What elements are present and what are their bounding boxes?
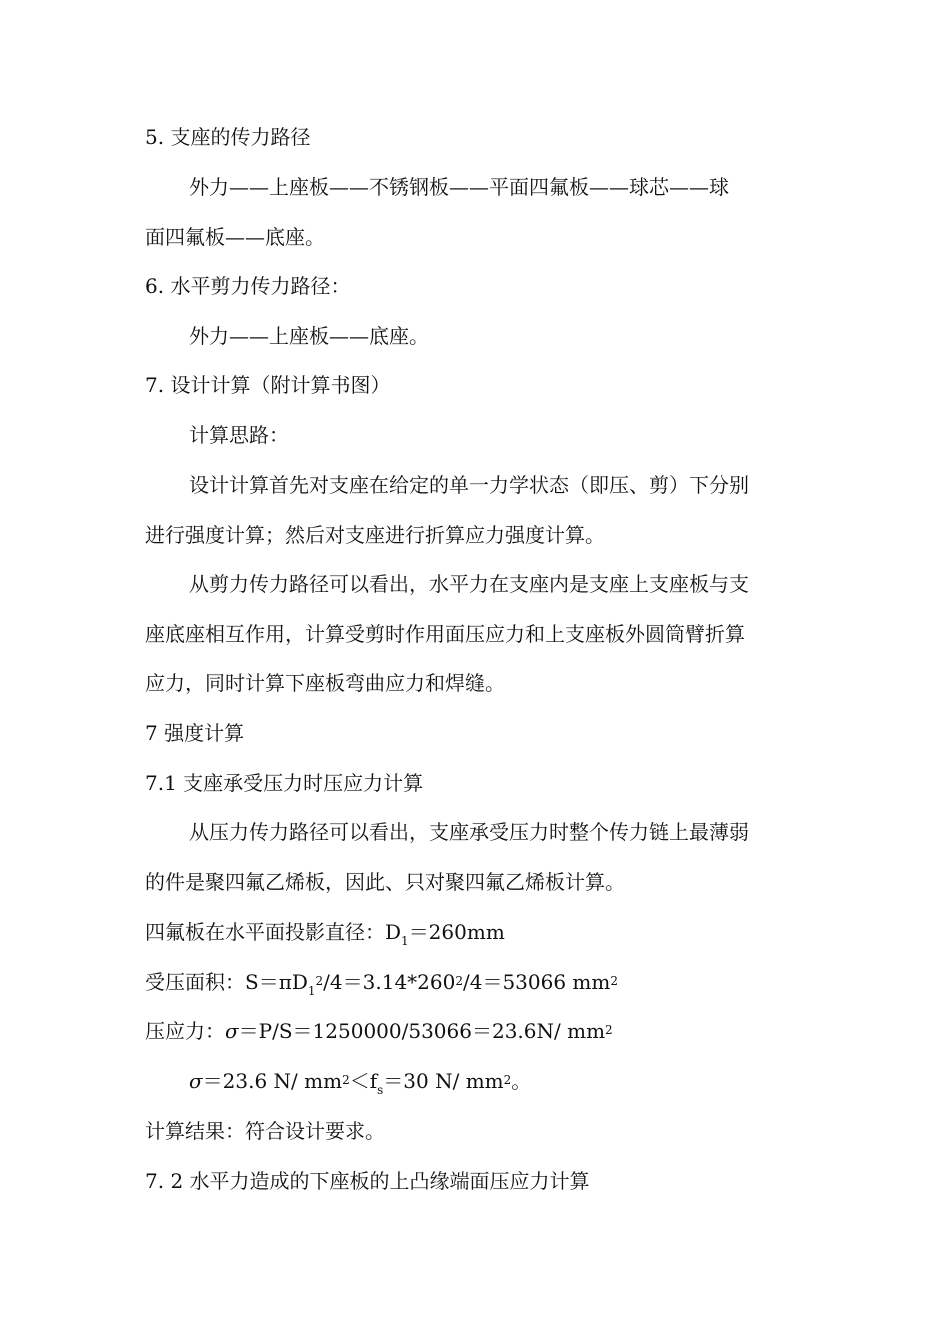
paragraph-line: 设计计算首先对支座在给定的单一力学状态（即压、剪）下分别: [189, 473, 749, 497]
heading-7-1: 7.1 支座承受压力时压应力计算: [145, 771, 424, 795]
paragraph-line: 外力——上座板——不锈钢板——平面四氟板——球芯——球: [189, 175, 729, 199]
paragraph-line: 从剪力传力路径可以看出，水平力在支座内是支座上支座板与支: [189, 572, 749, 596]
formula-stress: 压应力：σ＝P/S＝1250000/53066＝23.6N/ $mm^2$: [145, 1019, 613, 1043]
paragraph-line: 从压力传力路径可以看出，支座承受压力时整个传力链上最薄弱: [189, 820, 749, 844]
paragraph-line: 计算思路：: [189, 423, 289, 447]
paragraph-line: 座底座相互作用，计算受剪时作用面压应力和上支座板外圆筒臂折算: [145, 622, 745, 646]
paragraph-line: 的件是聚四氟乙烯板，因此、只对聚四氟乙烯板计算。: [145, 870, 625, 894]
heading-7: 7. 设计计算（附计算书图）: [145, 373, 391, 397]
formula-check: σ＝23.6 N/ $mm^2<f_s=30$ N/ $mm^2$。: [189, 1069, 532, 1097]
heading-6: 6. 水平剪力传力路径：: [145, 274, 351, 298]
heading-7-strength: 7 强度计算: [145, 721, 245, 745]
calc-result: 计算结果：符合设计要求。: [145, 1119, 385, 1143]
paragraph-line: 外力——上座板——底座。: [189, 324, 429, 348]
heading-5: 5. 支座的传力路径: [145, 125, 311, 149]
heading-7-2: 7. 2 水平力造成的下座板的上凸缘端面压应力计算: [145, 1169, 590, 1193]
formula-area: 受压面积：$S=\pi D_1^2/4=3.14*260^2/4=53066$ $mm^2$: [145, 970, 618, 998]
paragraph-line: 应力，同时计算下座板弯曲应力和焊缝。: [145, 671, 505, 695]
formula-diameter: 四氟板在水平面投影直径：$D_1=260mm$: [145, 920, 505, 948]
paragraph-line: 进行强度计算；然后对支座进行折算应力强度计算。: [145, 523, 605, 547]
paragraph-line: 面四氟板——底座。: [145, 225, 325, 249]
